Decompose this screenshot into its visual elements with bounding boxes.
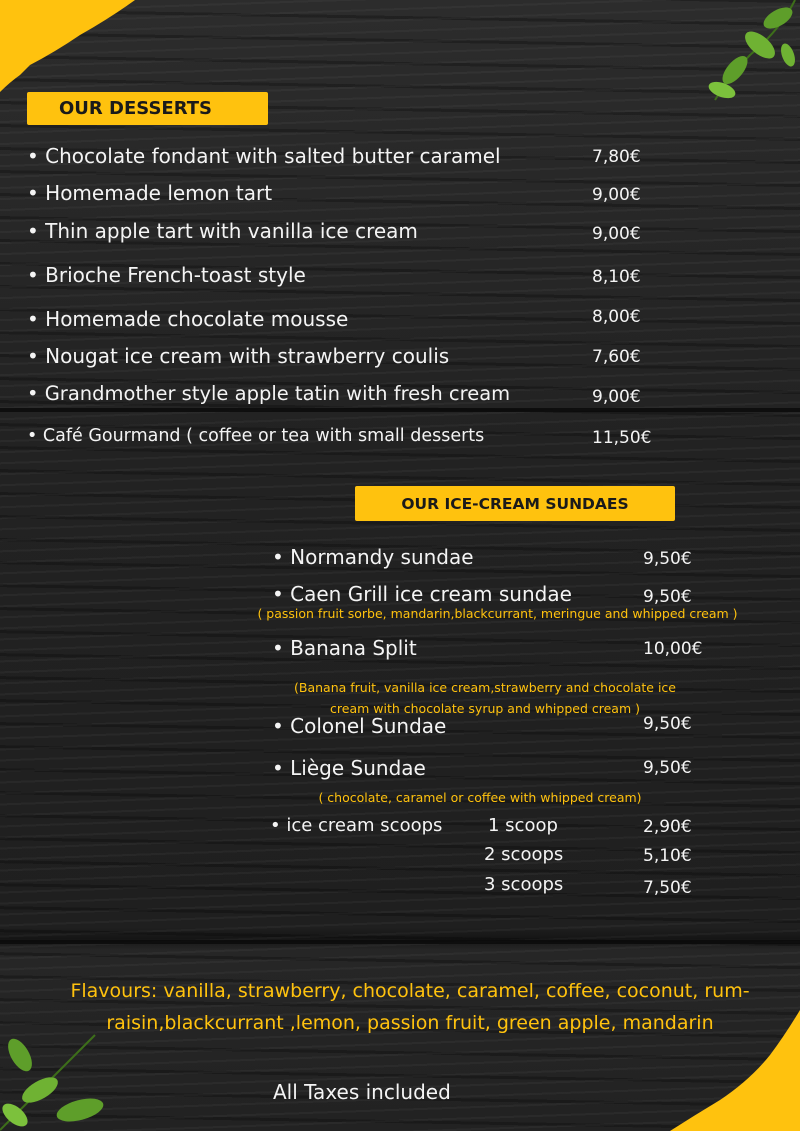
scoops-label: • ice cream scoops bbox=[270, 815, 443, 836]
sundae-item-note: (Banana fruit, vanilla ice cream,strawberry and chocolate ice cream with chocolate syrup and whipped cream ) bbox=[294, 680, 676, 716]
sundae-item-price: 9,50€ bbox=[643, 549, 692, 569]
dessert-item-price: 9,00€ bbox=[592, 185, 641, 205]
leaf-bottom-left bbox=[0, 1030, 120, 1131]
dessert-item-name: • Nougat ice cream with strawberry coulis bbox=[27, 344, 450, 368]
dessert-item-price: 8,00€ bbox=[592, 307, 641, 327]
taxes-note: All Taxes included bbox=[273, 1080, 451, 1104]
sundae-item-note: ( chocolate, caramel or coffee with whipped cream) bbox=[318, 790, 642, 805]
dessert-item-name: • Thin apple tart with vanilla ice cream bbox=[27, 219, 418, 243]
dessert-item-price: 9,00€ bbox=[592, 224, 641, 244]
scoop-option-price: 7,50€ bbox=[643, 878, 692, 898]
dessert-item-name: • Homemade chocolate mousse bbox=[27, 307, 349, 331]
sundae-item-name: • Normandy sundae bbox=[272, 545, 474, 569]
dessert-item-price: 7,60€ bbox=[592, 347, 641, 367]
sundaes-heading: OUR ICE-CREAM SUNDAES bbox=[355, 486, 675, 521]
scoop-option-qty: 2 scoops bbox=[484, 844, 564, 865]
dessert-item-price: 11,50€ bbox=[592, 428, 652, 448]
flavours-text: Flavours: vanilla, strawberry, chocolate, caramel, coffee, coconut, rum-raisin,blackcurrant ,lemon, passion fruit, green apple, mandarin bbox=[70, 980, 750, 1034]
scoop-option-qty: 3 scoops bbox=[484, 874, 564, 895]
dessert-item-name: • Café Gourmand ( coffee or tea with small desserts bbox=[27, 426, 485, 446]
dessert-item-price: 7,80€ bbox=[592, 147, 641, 167]
dessert-item-name: • Chocolate fondant with salted butter caramel bbox=[27, 144, 501, 168]
scoop-option-qty: 1 scoop bbox=[488, 815, 558, 836]
sundae-item-price: 9,50€ bbox=[643, 758, 692, 778]
sundae-item-name: • Caen Grill ice cream sundae bbox=[272, 582, 572, 606]
dessert-item-price: 8,10€ bbox=[592, 267, 641, 287]
dessert-item-name: • Homemade lemon tart bbox=[27, 181, 273, 205]
yellow-brush-top-left bbox=[0, 0, 140, 95]
sundae-item-name: • Liège Sundae bbox=[272, 756, 426, 780]
sundae-item-name: • Colonel Sundae bbox=[272, 714, 447, 738]
scoop-option-price: 2,90€ bbox=[643, 817, 692, 837]
desserts-heading: OUR DESSERTS bbox=[27, 92, 268, 125]
leaf-top-right bbox=[700, 0, 800, 105]
dessert-item-price: 9,00€ bbox=[592, 387, 641, 407]
plank-seam bbox=[0, 940, 800, 944]
dessert-item-name: • Brioche French-toast style bbox=[27, 263, 306, 287]
scoop-option-price: 5,10€ bbox=[643, 846, 692, 866]
dessert-item-name: • Grandmother style apple tatin with fresh cream bbox=[27, 382, 511, 405]
sundae-item-price: 9,50€ bbox=[643, 587, 692, 607]
sundae-item-price: 9,50€ bbox=[643, 714, 692, 734]
sundae-item-note: ( passion fruit sorbe, mandarin,blackcurrant, meringue and whipped cream ) bbox=[257, 606, 738, 621]
plank-seam bbox=[0, 408, 800, 412]
sundae-item-name: • Banana Split bbox=[272, 636, 417, 660]
sundae-item-price: 10,00€ bbox=[643, 639, 703, 659]
